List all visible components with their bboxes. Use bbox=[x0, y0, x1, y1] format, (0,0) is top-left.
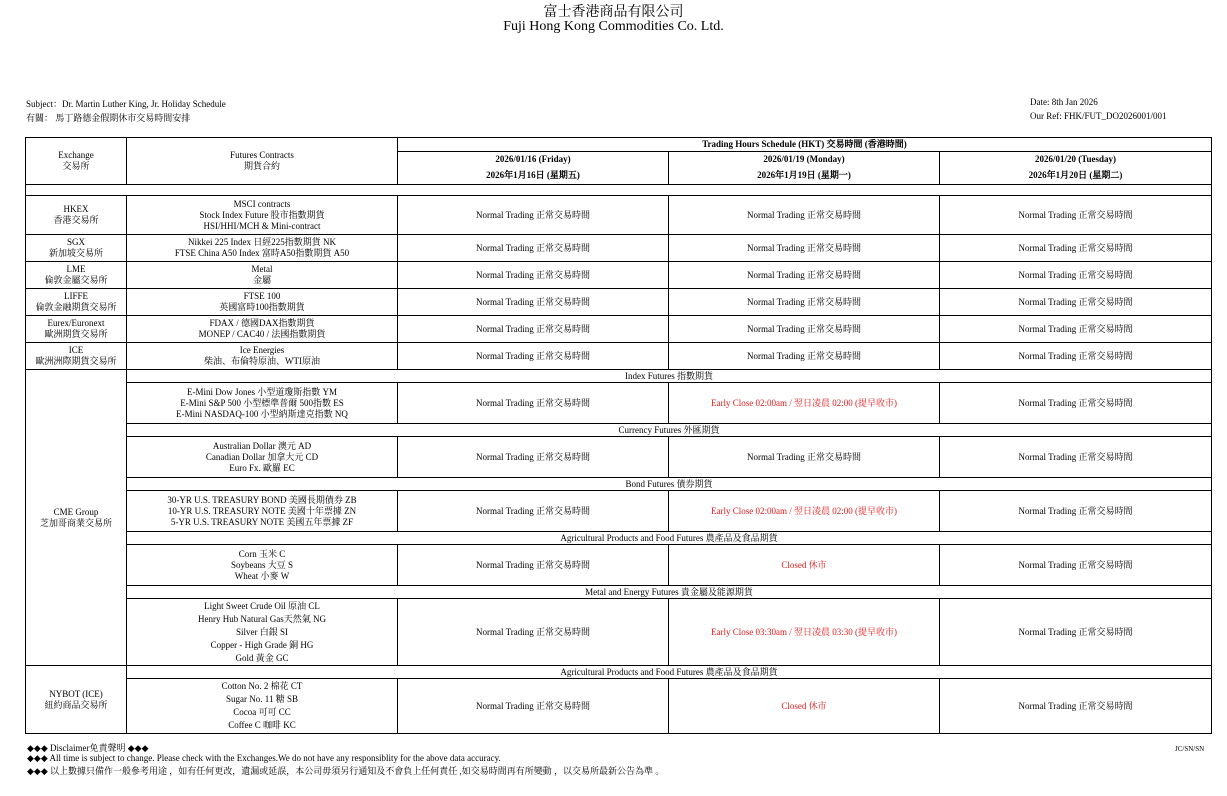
section-title-agriculture: Agricultural Products and Food Futures 農產品及食品期貨 bbox=[127, 666, 1212, 679]
exchange-cell-cme bbox=[26, 370, 127, 666]
exchange-name-cn: 芝加哥商業交易所 bbox=[39, 517, 112, 528]
contracts-header-en: Futures Contracts bbox=[230, 150, 294, 160]
status-cell: Normal Trading 正常交易時間 bbox=[940, 235, 1212, 262]
contract-line: Coffee C 咖啡 KC bbox=[228, 720, 296, 730]
table-row bbox=[26, 545, 1212, 586]
exchange-name-en: LIFFE bbox=[63, 291, 88, 301]
status-cell: Normal Trading 正常交易時間 bbox=[398, 289, 669, 316]
contract-line: Metal bbox=[251, 264, 273, 274]
contract-line: MSCI contracts bbox=[233, 198, 291, 209]
status-cell: Normal Trading 正常交易時間 bbox=[669, 316, 940, 343]
exchange-name-en: ICE bbox=[68, 345, 84, 355]
exchange-cell-nybot bbox=[26, 666, 127, 734]
status-cell: Normal Trading 正常交易時間 bbox=[940, 437, 1212, 478]
status-cell: Normal Trading 正常交易時間 bbox=[940, 289, 1212, 316]
table-row bbox=[26, 289, 1212, 316]
contract-line: 金屬 bbox=[252, 275, 271, 285]
contract-line: 10-YR U.S. TREASURY NOTE 美國十年票據 ZN bbox=[167, 505, 357, 516]
section-header-row bbox=[26, 424, 1212, 437]
disclaimer-line-en: ◆◆◆ All time is subject to change. Please check with the Exchanges.We do not have any responsiblity for the above data accuracy. bbox=[27, 753, 501, 763]
contract-line: E-Mini S&P 500 小型標準普爾 500指數 ES bbox=[180, 397, 344, 408]
exchange-name-cn: 香港交易所 bbox=[53, 215, 99, 225]
contract-line: Australian Dollar 澳元 AD bbox=[212, 440, 312, 451]
status-cell: Normal Trading 正常交易時間 bbox=[669, 262, 940, 289]
contract-line: Canadian Dollar 加拿大元 CD bbox=[205, 451, 319, 462]
exchange-cell-lme bbox=[26, 262, 127, 289]
contract-line: Gold 黃金 GC bbox=[235, 652, 289, 663]
date-2-en: 2026/01/19 (Monday) bbox=[669, 152, 940, 168]
contracts-header bbox=[127, 138, 398, 185]
status-cell: Normal Trading 正常交易時間 bbox=[940, 316, 1212, 343]
exchange-cell-hkex bbox=[26, 196, 127, 235]
contracts-cell-cme-index bbox=[127, 383, 398, 424]
date-3-en: 2026/01/20 (Tuesday) bbox=[940, 152, 1212, 168]
section-header-row bbox=[26, 370, 1212, 383]
date-1-cn: 2026年1月16日 (星期五) bbox=[398, 168, 669, 185]
status-cell: Normal Trading 正常交易時間 bbox=[940, 491, 1212, 532]
date-2-cn: 2026年1月19日 (星期一) bbox=[669, 168, 940, 185]
header-spacer bbox=[26, 185, 1212, 196]
contract-line: Nikkei 225 Index 日經225指數期貨 NK bbox=[188, 237, 336, 247]
contracts-cell-cme-currency bbox=[127, 437, 398, 478]
contracts-cell-sgx bbox=[127, 235, 398, 262]
contract-line: Soybeans 大豆 S bbox=[230, 559, 293, 570]
contract-line: Stock Index Future 股市指數期貨 bbox=[199, 209, 325, 220]
status-cell: Normal Trading 正常交易時間 bbox=[398, 383, 669, 424]
status-cell: Normal Trading 正常交易時間 bbox=[669, 196, 940, 235]
contracts-cell-eurex bbox=[127, 316, 398, 343]
section-header-row bbox=[26, 478, 1212, 491]
contracts-cell-hkex bbox=[127, 196, 398, 235]
status-cell: Normal Trading 正常交易時間 bbox=[398, 196, 669, 235]
exchange-name-en: LME bbox=[66, 264, 86, 274]
status-cell: Normal Trading 正常交易時間 bbox=[940, 343, 1212, 370]
contract-line: FTSE 100 bbox=[243, 291, 281, 301]
contract-line: FDAX / 德國DAX指數期貨 bbox=[209, 318, 315, 328]
status-cell: Normal Trading 正常交易時間 bbox=[940, 196, 1212, 235]
schedule-title: Trading Hours Schedule (HKT) 交易時間 (香港時間) bbox=[398, 138, 1212, 152]
exchange-header-cn: 交易所 bbox=[62, 161, 90, 171]
contracts-cell-liffe bbox=[127, 289, 398, 316]
table-row bbox=[26, 383, 1212, 424]
status-cell: Normal Trading 正常交易時間 bbox=[669, 289, 940, 316]
status-cell: Normal Trading 正常交易時間 bbox=[398, 599, 669, 666]
subject-en: Subject：Dr. Martin Luther King, Jr. Holiday Schedule bbox=[26, 99, 226, 109]
table-row bbox=[26, 491, 1212, 532]
exchange-name-en: NYBOT (ICE) bbox=[49, 688, 103, 699]
table-header-row bbox=[26, 138, 1212, 152]
status-cell-early-close: Early Close 02:00am / 翌日凌晨 02:00 (提早收市) bbox=[669, 491, 940, 532]
status-cell: Normal Trading 正常交易時間 bbox=[398, 262, 669, 289]
contract-line: FTSE China A50 Index 富時A50指數期貨 A50 bbox=[174, 248, 350, 258]
contract-line: E-Mini NASDAQ-100 小型納斯達克指數 NQ bbox=[176, 408, 348, 419]
status-cell: Normal Trading 正常交易時間 bbox=[940, 262, 1212, 289]
exchange-name-en: CME Group bbox=[53, 506, 99, 517]
section-title-index: Index Futures 指數期貨 bbox=[127, 370, 1212, 383]
contract-line: Corn 玉米 C bbox=[238, 548, 286, 559]
status-cell: Normal Trading 正常交易時間 bbox=[669, 343, 940, 370]
exchange-cell-liffe bbox=[26, 289, 127, 316]
table-row bbox=[26, 316, 1212, 343]
status-cell-closed: Closed 休市 bbox=[669, 545, 940, 586]
status-cell-closed: Closed 休市 bbox=[669, 679, 940, 734]
section-title-bond: Bond Futures 債券期貨 bbox=[127, 478, 1212, 491]
contract-line: Silver 白銀 SI bbox=[235, 626, 288, 637]
status-cell: Normal Trading 正常交易時間 bbox=[398, 437, 669, 478]
exchange-name-en: HKEX bbox=[63, 204, 89, 214]
contract-line: Wheat 小麥 W bbox=[234, 570, 290, 581]
table-row bbox=[26, 343, 1212, 370]
table-row bbox=[26, 679, 1212, 734]
date-3-cn: 2026年1月20日 (星期二) bbox=[940, 168, 1212, 185]
exchange-header-en: Exchange bbox=[58, 150, 94, 160]
contract-line: Henry Hub Natural Gas天然氣 NG bbox=[198, 613, 326, 624]
table-row bbox=[26, 599, 1212, 666]
our-reference: Our Ref: FHK/FUT_DO2026001/001 bbox=[1030, 111, 1167, 121]
status-cell: Normal Trading 正常交易時間 bbox=[940, 679, 1212, 734]
exchange-cell-sgx bbox=[26, 235, 127, 262]
contract-line: MONEP / CAC40 / 法國指數期貨 bbox=[198, 329, 326, 339]
section-header-row bbox=[26, 586, 1212, 599]
contract-line: 5-YR U.S. TREASURY NOTE 美國五年票據 ZF bbox=[170, 516, 354, 527]
contract-line: HSI/HHI/MCH & Mini-contract bbox=[203, 220, 321, 231]
contract-line: Copper - High Grade 銅 HG bbox=[210, 639, 314, 650]
contracts-cell-lme bbox=[127, 262, 398, 289]
contract-line: E-Mini Dow Jones 小型道瓊斯指數 YM bbox=[187, 386, 337, 397]
section-title-metal-energy: Metal and Energy Futures 貴金屬及能源期貨 bbox=[127, 586, 1212, 599]
section-title-currency: Currency Futures 外匯期貨 bbox=[127, 424, 1212, 437]
table-row bbox=[26, 196, 1212, 235]
exchange-name-cn: 歐洲洲際期貨交易所 bbox=[35, 356, 117, 366]
disclaimer-title: ◆◆◆ Disclaimer免責聲明 ◆◆◆ bbox=[27, 743, 149, 753]
section-title-agriculture: Agricultural Products and Food Futures 農產品及食品期貨 bbox=[127, 532, 1212, 545]
status-cell: Normal Trading 正常交易時間 bbox=[398, 316, 669, 343]
exchange-name-cn: 歐洲期貨交易所 bbox=[44, 329, 108, 339]
contract-line: Euro Fx. 歐羅 EC bbox=[229, 462, 295, 473]
disclaimer-line-cn: ◆◆◆ 以上數據只備作一般參考用途 ，如有任何更改，遺漏或延誤，本公司毋須另行通知及不會負上任何責任 ,如交易時間再有所變動 ，以交易所最新公告為準 。 bbox=[27, 766, 665, 776]
document-date: Date: 8th Jan 2026 bbox=[1030, 97, 1098, 107]
table-row bbox=[26, 437, 1212, 478]
table-row bbox=[26, 262, 1212, 289]
reference-code: JC/SN/SN bbox=[1175, 745, 1205, 753]
status-cell: Normal Trading 正常交易時間 bbox=[398, 343, 669, 370]
contracts-cell-nybot bbox=[127, 679, 398, 734]
status-cell-early-close: Early Close 03:30am / 翌日凌晨 03:30 (提早收市) bbox=[669, 599, 940, 666]
date-1-en: 2026/01/16 (Friday) bbox=[398, 152, 669, 168]
subject-cn: 有關： 馬丁路德金假期休市交易時間安排 bbox=[26, 113, 191, 123]
exchange-name-cn: 紐約商品交易所 bbox=[44, 699, 108, 710]
status-cell-early-close: Early Close 02:00am / 翌日凌晨 02:00 (提早收市) bbox=[669, 383, 940, 424]
contracts-cell-cme-metal bbox=[127, 599, 398, 666]
contracts-cell-cme-bond bbox=[127, 491, 398, 532]
company-name-en: Fuji Hong Kong Commodities Co. Ltd. bbox=[503, 19, 724, 34]
contract-line: 英國富時100指數期貨 bbox=[219, 302, 305, 312]
contract-line: Sugar No. 11 糖 SB bbox=[226, 694, 298, 704]
section-header-row bbox=[26, 532, 1212, 545]
contract-line: Light Sweet Crude Oil 原油 CL bbox=[204, 600, 320, 611]
status-cell: Normal Trading 正常交易時間 bbox=[398, 679, 669, 734]
contract-line: Cotton No. 2 棉花 CT bbox=[221, 681, 303, 691]
contracts-header-cn: 期貨合約 bbox=[243, 161, 280, 171]
status-cell: Normal Trading 正常交易時間 bbox=[940, 599, 1212, 666]
status-cell: Normal Trading 正常交易時間 bbox=[669, 235, 940, 262]
trading-hours-table bbox=[25, 137, 1212, 734]
company-name-cn: 富士香港商品有限公司 bbox=[543, 5, 684, 20]
contract-line: Cocoa 可可 CC bbox=[233, 707, 291, 717]
status-cell: Normal Trading 正常交易時間 bbox=[398, 235, 669, 262]
exchange-name-en: Eurex/Euronext bbox=[47, 318, 105, 328]
status-cell: Normal Trading 正常交易時間 bbox=[940, 383, 1212, 424]
exchange-cell-ice bbox=[26, 343, 127, 370]
contract-line: Ice Energies bbox=[239, 345, 285, 355]
contracts-cell-ice bbox=[127, 343, 398, 370]
status-cell: Normal Trading 正常交易時間 bbox=[669, 437, 940, 478]
contract-line: 30-YR U.S. TREASURY BOND 美國長期債券 ZB bbox=[167, 494, 357, 505]
exchange-name-cn: 新加坡交易所 bbox=[48, 248, 103, 258]
exchange-name-cn: 倫敦金屬交易所 bbox=[44, 275, 108, 285]
exchange-name-en: SGX bbox=[66, 237, 85, 247]
status-cell: Normal Trading 正常交易時間 bbox=[940, 545, 1212, 586]
exchange-header bbox=[26, 138, 127, 185]
contracts-cell-cme-agri bbox=[127, 545, 398, 586]
status-cell: Normal Trading 正常交易時間 bbox=[398, 545, 669, 586]
exchange-cell-eurex bbox=[26, 316, 127, 343]
table-row bbox=[26, 235, 1212, 262]
section-header-row bbox=[26, 666, 1212, 679]
status-cell: Normal Trading 正常交易時間 bbox=[398, 491, 669, 532]
contract-line: 柴油、布倫特原油、WTI原油 bbox=[204, 356, 320, 366]
exchange-name-cn: 倫敦金融期貨交易所 bbox=[35, 302, 117, 312]
